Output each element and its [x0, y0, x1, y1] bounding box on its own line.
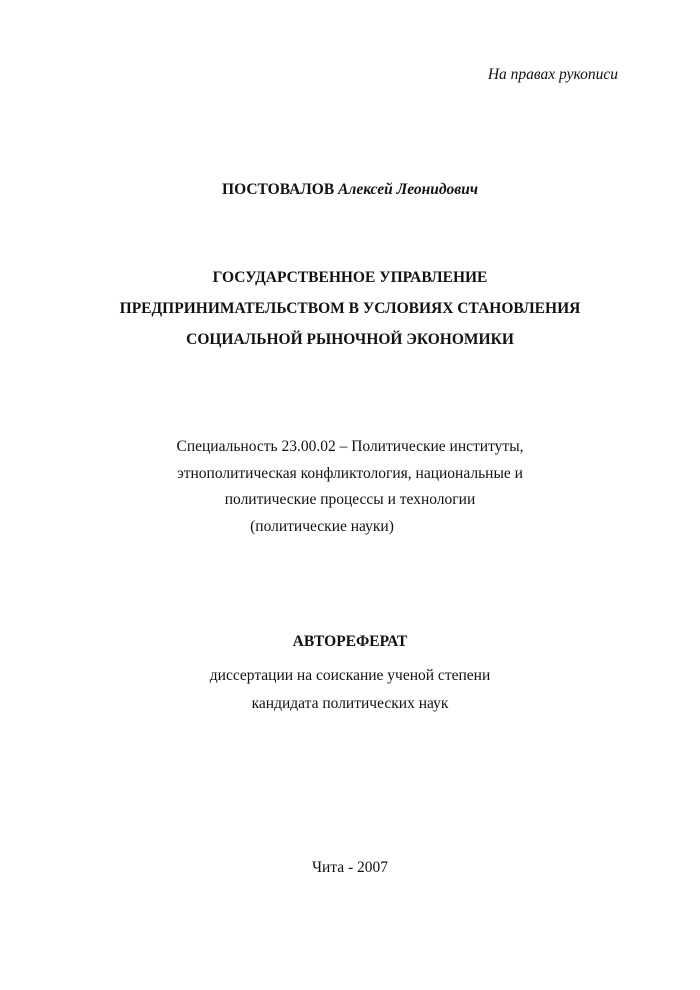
author-given-names: Алексей Леонидович — [338, 181, 478, 198]
title-line: ПРЕДПРИНИМАТЕЛЬСТВОМ В УСЛОВИЯХ СТАНОВЛЕНИЯ — [119, 300, 581, 317]
title-line: СОЦИАЛЬНОЙ РЫНОЧНОЙ ЭКОНОМИКИ — [186, 331, 514, 348]
author-name — [0, 181, 700, 199]
document-type: АВТОРЕФЕРАТ — [292, 633, 408, 650]
title-line: ГОСУДАРСТВЕННОЕ УПРАВЛЕНИЕ — [212, 269, 488, 286]
science-field: (политические науки) — [250, 517, 394, 535]
specialty-line: политические процессы и технологии — [224, 491, 476, 508]
place-and-year: Чита - 2007 — [311, 859, 389, 876]
manuscript-rights-note: На правах рукописи — [487, 66, 618, 83]
specialty-line: этнополитическая конфликтология, национальные и — [177, 464, 523, 482]
degree-description — [0, 662, 700, 718]
degree-line: диссертации на соискание ученой степени — [209, 667, 491, 684]
specialty-line: Специальность 23.00.02 – Политические институты, — [176, 438, 524, 455]
dissertation-title — [0, 262, 700, 355]
author-surname: ПОСТОВАЛОВ — [222, 181, 335, 198]
degree-line: кандидата политических наук — [251, 695, 449, 712]
specialty-block — [0, 434, 700, 540]
